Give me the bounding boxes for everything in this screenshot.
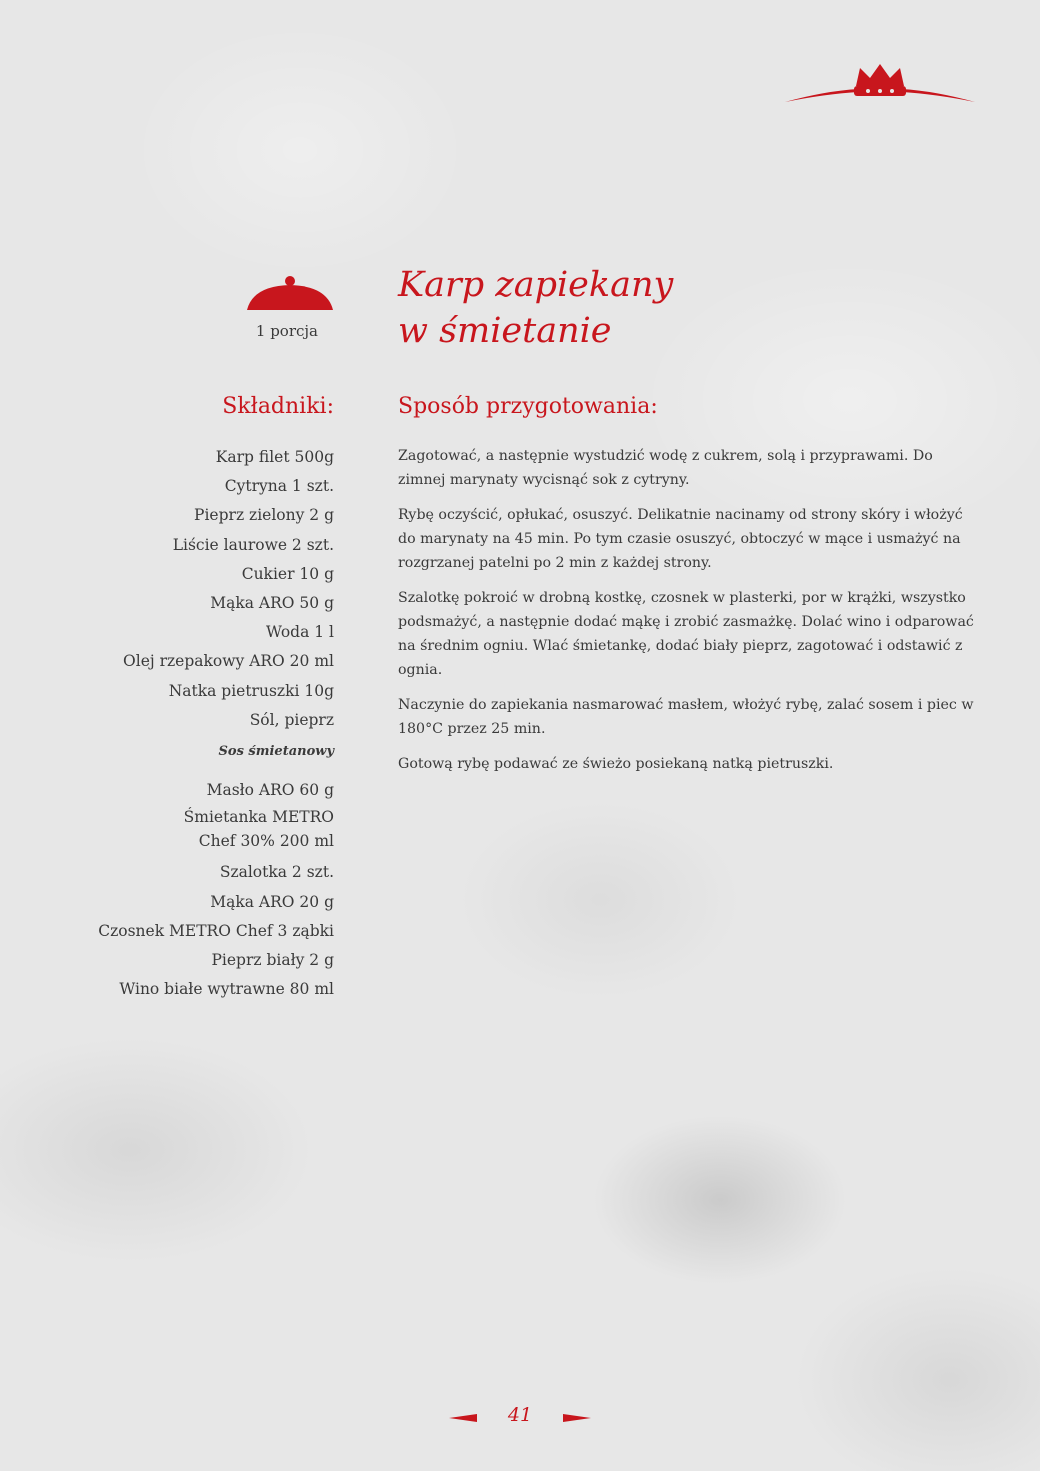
crown-icon bbox=[780, 58, 980, 108]
method-step: Szalotkę pokroić w drobną kostkę, czosnek w plasterki, por w krążki, wszystko podsmażyć, a następnie dodać mąkę i zrobić zasmażkę. Dolać wino i odparować na średnim ogniu. Wlać śmietankę, dodać biały pieprz, zagotować i odstawić z ognia. bbox=[398, 590, 974, 678]
arrow-right-icon bbox=[563, 1414, 591, 1422]
ingredient-item: Cukier 10 g bbox=[241, 564, 334, 583]
ingredient-item: Liście laurowe 2 szt. bbox=[172, 535, 334, 554]
method-step: Rybę oczyścić, opłukać, osuszyć. Delikatnie nacinamy od strony skóry i włożyć do marynaty na 45 min. Po tym czasie osuszyć, obtoczyć w mące i usmażyć na rozgrzanej patelni po 2 min z każdej strony. bbox=[398, 507, 963, 571]
sauce-ingredient-item: Czosnek METRO Chef 3 ząbki bbox=[98, 921, 334, 940]
recipe-title bbox=[398, 262, 818, 354]
page-number: 41 bbox=[507, 1404, 533, 1426]
ingredient-item: Olej rzepakowy ARO 20 ml bbox=[123, 652, 334, 671]
sauce-ingredient-item: Szalotka 2 szt. bbox=[219, 863, 334, 882]
sauce-ingredient-item: Masło ARO 60 g bbox=[206, 781, 334, 800]
serving-lid-icon bbox=[245, 274, 335, 314]
ingredient-item: Karp filet 500g bbox=[215, 448, 334, 466]
method-heading: Sposób przygotowania: bbox=[398, 394, 658, 419]
recipe-title-line-2: w śmietanie bbox=[398, 311, 612, 351]
method-step: Naczynie do zapiekania nasmarować masłem, włożyć rybę, zalać sosem i piec w 180°C przez 25 min. bbox=[398, 697, 974, 737]
ingredient-item: Mąka ARO 50 g bbox=[210, 594, 334, 613]
sauce-ingredient-item: Pieprz biały 2 g bbox=[211, 951, 334, 970]
sauce-ingredient-item: Mąka ARO 20 g bbox=[210, 892, 334, 911]
ingredient-item: Pieprz zielony 2 g bbox=[194, 506, 334, 525]
ingredient-item: Cytryna 1 szt. bbox=[224, 477, 334, 496]
ingredient-item: Natka pietruszki 10g bbox=[168, 681, 334, 700]
ingredient-item: Woda 1 l bbox=[265, 623, 334, 642]
method-step: Zagotować, a następnie wystudzić wodę z cukrem, solą i przyprawami. Do zimnej marynaty wycisnąć sok z cytryny. bbox=[398, 448, 933, 488]
method-step: Gotową rybę podawać ze świeżo posiekaną natką pietruszki. bbox=[398, 756, 834, 772]
sauce-ingredient-item: Śmietanka METRO Chef 30% 200 ml bbox=[183, 808, 334, 851]
ingredients-heading: Składniki: bbox=[222, 394, 334, 419]
method-steps bbox=[398, 444, 978, 787]
ingredient-item: Sól, pieprz bbox=[249, 710, 334, 729]
sauce-subheading: Sos śmietanowy bbox=[218, 744, 334, 760]
recipe-title-line-1: Karp zapiekany bbox=[398, 265, 674, 305]
page-footer bbox=[0, 1404, 1040, 1434]
sauce-ingredient-item: Wino białe wytrawne 80 ml bbox=[119, 980, 334, 999]
ingredients-list bbox=[74, 443, 334, 1004]
arrow-left-icon bbox=[449, 1414, 477, 1422]
servings-label: 1 porcja bbox=[255, 322, 318, 340]
